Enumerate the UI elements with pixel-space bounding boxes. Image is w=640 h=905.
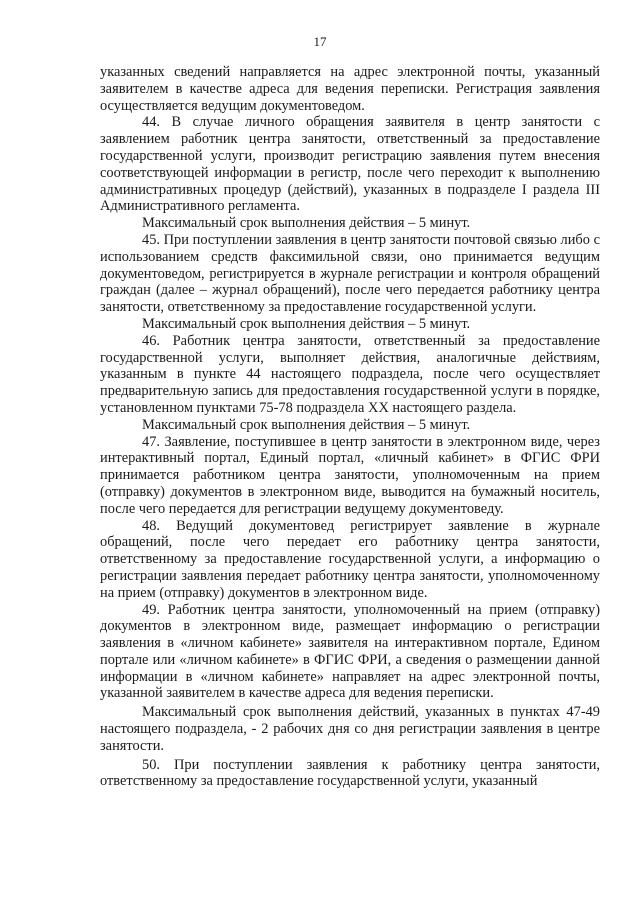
paragraph-48: 48. Ведущий документовед регистрирует заявление в журнале обращений, после чего передает его работнику центра занятости, ответственному за предоставление государственной услуги, а информацию о регистрации заявления передает работнику центра занятости, уполномоченному на прием (отправку) документов в электронном виде.: [100, 517, 600, 601]
paragraph-49: 49. Работник центра занятости, уполномоченный на прием (отправку) документов в электронном виде, размещает информацию о регистрации заявления в «личном кабинете» заявителя на интерактивном портале, Едином портале или «личном кабинете» в ФГИС ФРИ, а сведения о размещении данной информации в «личном кабинете» направляет на адрес электронной почты, указанной заявителем в качестве адреса для ведения переписки.: [100, 601, 600, 702]
paragraph-47: 47. Заявление, поступившее в центр занятости в электронном виде, через интерактивный портал, Единый портал, «личный кабинет» в ФГИС ФРИ принимается работником центра занятости, уполномоченным на прием (отправку) документов в электронном виде, выводится на бумажный носитель, после чего передается для регистрации ведущему документоведу.: [100, 433, 600, 517]
paragraph-45-deadline: Максимальный срок выполнения действия – 5 минут.: [142, 315, 471, 332]
paragraph-49-deadline: Максимальный срок выполнения действий, указанных в пунктах 47-49 настоящего подраздела, - 2 рабочих дня со дня регистрации заявления в центре занятости.: [100, 704, 600, 754]
paragraph-45: 45. При поступлении заявления в центр занятости почтовой связью либо с использованием средств факсимильной связи, оно принимается ведущим документоведом, регистрируется в журнале регистрации и контроля обращений граждан (далее – журнал обращений), после чего передается работнику центра занятости, ответственному за предоставление государственной услуги.: [100, 231, 600, 316]
paragraph-50: 50. При поступлении заявления к работнику центра занятости, ответственному за предоставление государственной услуги, указанный: [100, 756, 600, 790]
document-body: [100, 64, 600, 790]
paragraph-46: 46. Работник центра занятости, ответственный за предоставление государственной услуги, выполняет действия, аналогичные действиям, указанным в пункте 44 настоящего подраздела, после чего осуществляет предварительную запись для предоставления государственной услуги в порядке, установленном пунктами 75-78 подраздела XX настоящего раздела.: [100, 332, 600, 416]
paragraph-44-deadline: Максимальный срок выполнения действия – 5 минут.: [142, 215, 471, 232]
paragraph-46-deadline: Максимальный срок выполнения действия – 5 минут.: [142, 416, 471, 433]
page-number: 17: [313, 34, 327, 49]
paragraph-44: 44. В случае личного обращения заявителя в центр занятости с заявлением работник центра занятости, ответственный за предоставление государственной услуги, производит регистрацию заявления путем внесения соответствующей информации в регистр, после чего переходит к выполнению административных процедур (действий), указанных в подразделе I раздела III Административного регламента.: [100, 114, 600, 215]
paragraph-continuation: указанных сведений направляется на адрес электронной почты, указанный заявителем в качестве адреса для ведения переписки. Регистрация заявления осуществляется ведущим документоведом.: [100, 64, 600, 114]
